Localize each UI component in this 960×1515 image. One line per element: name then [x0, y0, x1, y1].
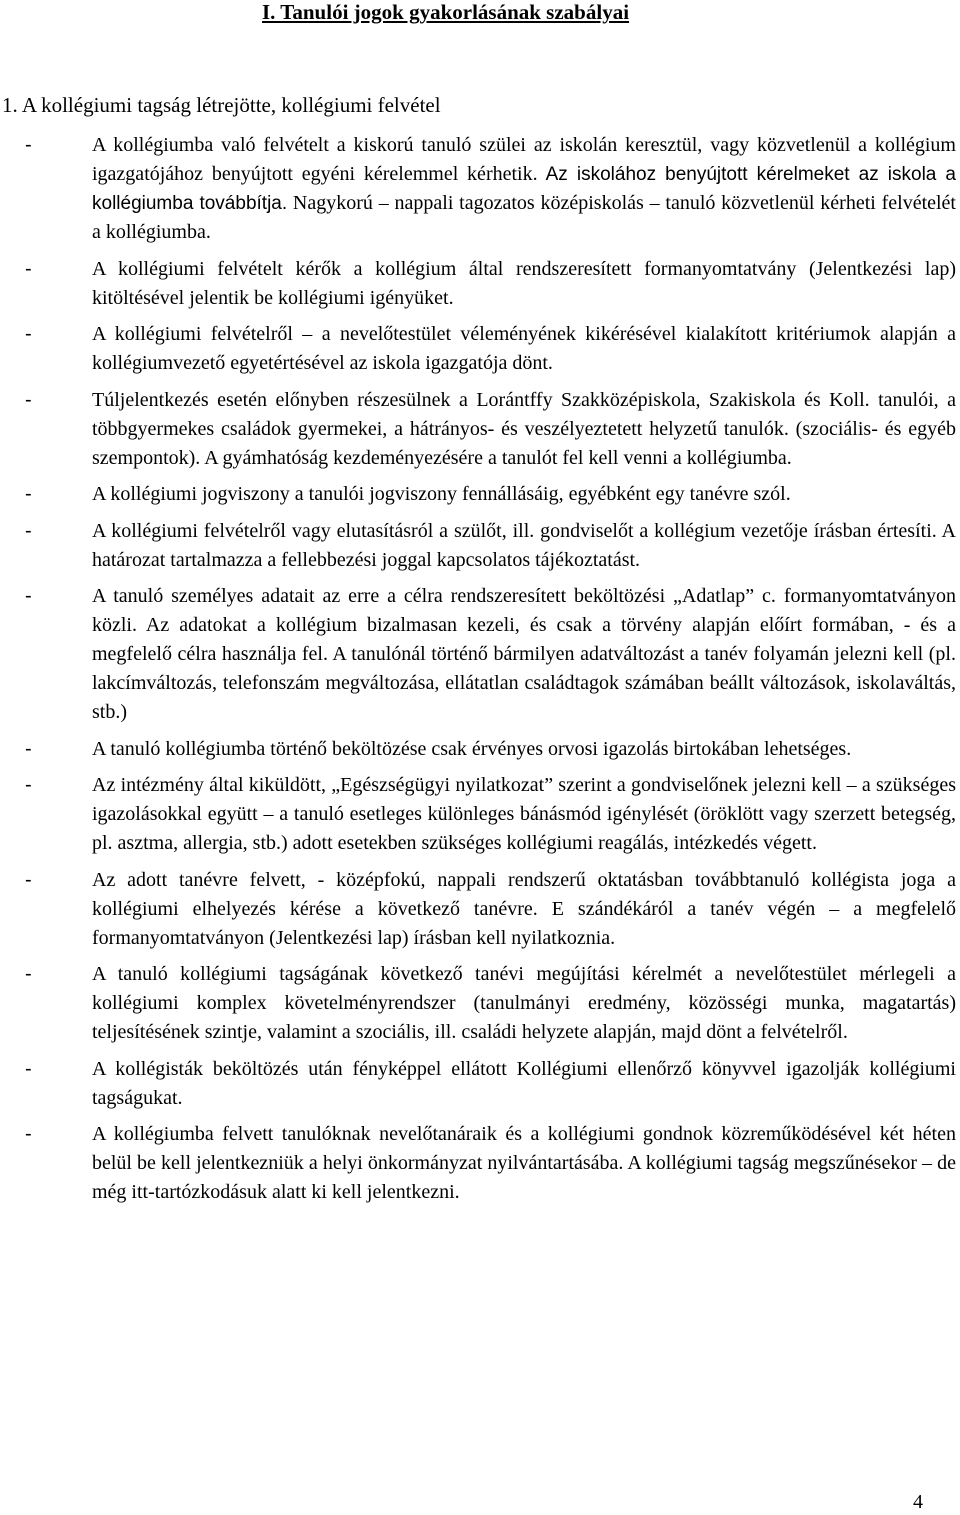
list-item: [0, 1120, 960, 1207]
list-item: [0, 131, 960, 247]
list-item-text: A tanuló kollégiumi tagságának következő tanévi megújítási kérelmét a nevelőtestület mérlegeli a kollégiumi komplex követelményrendszer (tanulmányi eredmény, közösségi munka, magatartás) teljesítésének szintje, valamint a szociális, ill. családi helyzete alapján, majd dönt a felvételről.: [92, 963, 956, 1043]
list-item-text-part: Az iskolához benyújtott kérelmeket az iskola a kollégiumba továbbítja.: [92, 164, 957, 214]
list-item: [0, 517, 960, 575]
list-item: [0, 480, 960, 509]
list-item: [0, 320, 960, 378]
bullet-marker: -: [25, 737, 32, 760]
list-item-text: Túljelentkezés esetén előnyben részesülnek a Lorántffy Szakközépiskola, Szakiskola és Koll. tanulói, a többgyermekes családok gyermekei, a hátrányos- és veszélyeztetett helyzetű tanulók. (szociális- és egyéb szempontok). A gyámhatóság kezdeményezésére a tanulót fel kell venni a kollégiumba.: [92, 388, 956, 469]
list-item: [0, 735, 960, 764]
bullet-marker: -: [25, 1123, 32, 1145]
list-item-text-part: Nagykorú – nappali tagozatos középiskolás – tanuló közvetlenül kérheti felvételét a kollégiumba.: [92, 192, 956, 243]
list-item-text-part: A kollégiumba való felvételt a kiskorú tanuló szülei az iskolán keresztül, vagy közvetlenül a kollégium igazgatójához benyújtott egyéni kérelemmel kérhetik.: [92, 134, 956, 185]
list-item: [0, 582, 960, 727]
section-heading: 1. A kollégiumi tagság létrejötte, kollégiumi felvétel: [2, 93, 441, 117]
bullet-marker: -: [25, 963, 32, 985]
list-item-text: A kollégiumi felvételről vagy elutasításról a szülőt, ill. gondviselőt a kollégium vezetője írásban értesíti. A határozat tartalmazza a fellebbezési joggal kapcsolatos tájékoztatást.: [92, 519, 956, 571]
bullet-marker: -: [25, 134, 32, 156]
list-item: [0, 1055, 960, 1113]
list-item-text: A tanuló kollégiumba történő beköltözése csak érvényes orvosi igazolás birtokában lehetséges.: [92, 737, 852, 760]
list-item-text: A tanuló személyes adatait az erre a célra rendszeresített beköltözési „Adatlap” c. formanyomtatványon közli. Az adatokat a kollégium bizalmasan kezeli, és csak a törvény alapján előírt formában, - és a megfelelő célra használja fel. A tanulónál történő bármilyen adatváltozást a tanév folyamán jelezni kell (pl. lakcímváltozás, telefonszám megváltozása, ellátatlan családtagok számában beállt változások, iskolaváltás, stb.): [92, 585, 956, 723]
list-item: [0, 771, 960, 858]
bullet-marker: -: [25, 388, 32, 411]
chapter-title: I. Tanulói jogok gyakorlásának szabályai: [262, 0, 630, 24]
list-item: [0, 386, 960, 473]
bullet-marker: -: [25, 323, 32, 345]
rules-list: [0, 131, 960, 1215]
bullet-marker: -: [25, 483, 32, 505]
bullet-marker: -: [25, 585, 32, 607]
bullet-marker: -: [25, 1057, 32, 1080]
list-item: [0, 960, 960, 1047]
list-item-text: A kollégisták beköltözés után fényképpel ellátott Kollégiumi ellenőrző könyvvel igazolják kollégiumi tagságukat.: [92, 1057, 956, 1109]
list-item: [0, 866, 960, 953]
bullet-marker: -: [25, 257, 32, 280]
bullet-marker: -: [25, 774, 32, 796]
bullet-marker: -: [25, 868, 32, 891]
list-item-text: A kollégiumba felvett tanulóknak nevelőtanáraik és a kollégiumi gondnok közreműködésével két héten belül be kell jelentkezniük a helyi önkormányzat nyilvántartásába. A kollégiumi tagság megszűnésekor – de még itt-tartózkodásuk alatt ki kell jelentkezni.: [92, 1123, 956, 1203]
page-number: 4: [913, 1491, 923, 1513]
list-item-text: Az intézmény által kiküldött, „Egészségügyi nyilatkozat” szerint a gondviselőnek jelezni kell – a szükséges igazolásokkal együtt – a tanuló esetleges különleges bánásmód igénylését (öröklött vagy szerzett betegség, pl. asztma, allergia, stb.) adott esetekben szükséges kollégiumi reagálás, intézkedés végett.: [92, 774, 956, 854]
list-item-text: A kollégiumi jogviszony a tanulói jogviszony fennállásáig, egyébként egy tanévre szól.: [92, 483, 791, 505]
list-item-text: A kollégiumi felvételt kérők a kollégium által rendszeresített formanyomtatvány (Jelentkezési lap) kitöltésével jelentik be kollégiumi igényüket.: [92, 257, 956, 309]
bullet-marker: -: [25, 519, 32, 542]
list-item: [0, 255, 960, 313]
list-item-text: Az adott tanévre felvett, - középfokú, nappali rendszerű oktatásban továbbtanuló kollégista joga a kollégiumi elhelyezés kérése a következő tanévre. E szándékáról a tanév végén – a megfelelő formanyomtatványon (Jelentkezési lap) írásban kell nyilatkoznia.: [92, 868, 956, 949]
list-item-text: A kollégiumi felvételről – a nevelőtestület véleményének kikérésével kialakított kritériumok alapján a kollégiumvezető egyetértésével az iskola igazgatója dönt.: [92, 323, 956, 374]
list-item-text: [92, 131, 956, 247]
